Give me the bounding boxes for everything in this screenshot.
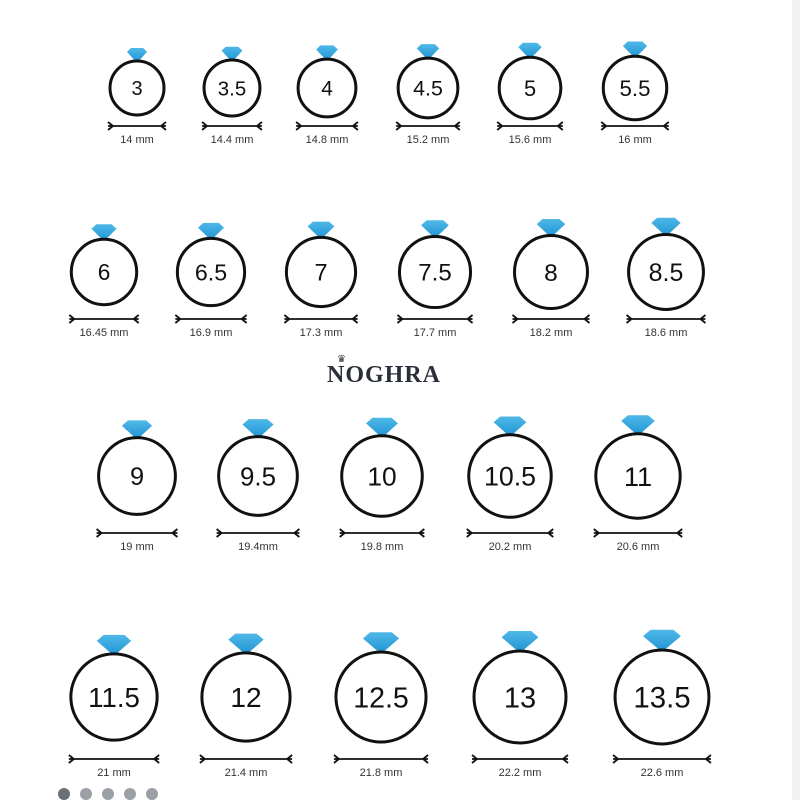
ring-size-label: 9.5: [240, 463, 276, 492]
diameter-label: 22.6 mm: [640, 767, 684, 779]
ring-size-label: 10: [367, 461, 397, 492]
diameter-label: 21.8 mm: [359, 767, 403, 779]
diameter-label: 15.6 mm: [508, 134, 552, 146]
ring-item: [513, 219, 590, 339]
diameter-arrow: [200, 755, 292, 763]
diameter-label: 15.2 mm: [406, 134, 450, 146]
diameter-label: 14.4 mm: [210, 134, 254, 146]
carousel-dot[interactable]: [80, 788, 92, 800]
diameter-arrow: [334, 755, 428, 763]
diameter-arrow: [217, 529, 300, 537]
ring-item: [69, 635, 159, 779]
ring-item: [472, 631, 568, 779]
ring-item: [284, 222, 357, 339]
diameter-label: 21 mm: [97, 767, 131, 779]
diameter-arrow: [497, 122, 563, 130]
ring-size-label: 4: [321, 77, 333, 101]
ring-size-label: 11: [623, 460, 653, 492]
ring-size-label: 8: [544, 259, 558, 287]
ring-size-label: 12: [230, 682, 262, 714]
scrollbar[interactable]: [792, 0, 800, 800]
ring-item: [627, 218, 706, 339]
diameter-label: 20.6 mm: [616, 541, 660, 553]
crown-icon: ♛: [337, 354, 346, 365]
diameter-arrow: [613, 755, 711, 763]
ring-size-label: 10.5: [483, 461, 537, 492]
diameter-label: 16 mm: [618, 134, 652, 146]
diameter-arrow: [340, 529, 425, 537]
diameter-arrow: [284, 315, 357, 323]
diameter-label: 19.8 mm: [360, 541, 404, 553]
diameter-arrow: [202, 122, 262, 130]
diameter-label: 14.8 mm: [305, 134, 349, 146]
diameter-label: 22.2 mm: [498, 767, 542, 779]
ring-item: [497, 43, 563, 146]
diameter-arrow: [601, 122, 669, 130]
ring-item: [467, 417, 554, 554]
diameter-arrow: [69, 755, 159, 763]
diameter-arrow: [627, 315, 706, 323]
brand-logo: NOGHRA: [327, 362, 441, 388]
ring-size-label: 6.5: [194, 259, 228, 286]
carousel-dot[interactable]: [146, 788, 158, 800]
diameter-arrow: [69, 315, 138, 323]
diameter-label: 17.7 mm: [413, 327, 457, 339]
ring-item: [334, 632, 428, 779]
diameter-label: 21.4 mm: [224, 767, 268, 779]
ring-size-label: 5.5: [619, 76, 651, 102]
diameter-arrow: [108, 122, 166, 130]
ring-item: [217, 419, 300, 553]
ring-size-label: 13: [503, 682, 537, 715]
diameter-label: 16.9 mm: [189, 327, 233, 339]
ring-item: [202, 47, 262, 146]
ring-item: [397, 220, 472, 339]
diameter-arrow: [397, 315, 472, 323]
carousel-dot[interactable]: [102, 788, 114, 800]
ring-item: [601, 42, 669, 147]
diameter-label: 16.45 mm: [79, 327, 129, 339]
ring-item: [594, 415, 682, 553]
diameter-arrow: [396, 122, 460, 130]
diameter-label: 20.2 mm: [488, 541, 532, 553]
diameter-arrow: [97, 529, 178, 537]
diameter-label: 17.3 mm: [299, 327, 343, 339]
ring-size-label: 9: [129, 463, 145, 492]
ring-size-label: 3: [131, 78, 143, 101]
diameter-arrow: [594, 529, 682, 537]
diameter-arrow: [467, 529, 554, 537]
ring-item: [340, 418, 425, 553]
ring-size-label: 6: [97, 259, 111, 286]
carousel-dot[interactable]: [58, 788, 70, 800]
diameter-arrow: [472, 755, 568, 763]
ring-size-label: 7: [314, 260, 328, 287]
ring-size-label: 7.5: [418, 259, 452, 287]
diameter-arrow: [513, 315, 590, 323]
ring-item: [97, 420, 178, 553]
ring-item: [200, 634, 292, 779]
ring-item: [108, 48, 166, 146]
carousel-dots: [58, 788, 158, 800]
ring-size-label: 11.5: [88, 681, 140, 713]
diameter-label: 18.2 mm: [529, 327, 573, 339]
ring-size-label: 4.5: [413, 76, 443, 101]
diameter-label: 19.4mm: [238, 541, 278, 553]
ring-size-label: 5: [523, 75, 537, 101]
ring-size-label: 3.5: [217, 77, 247, 101]
ring-item: [296, 45, 358, 146]
ring-item: [69, 224, 138, 339]
ring-size-label: 12.5: [353, 682, 409, 715]
ring-size-label: 8.5: [648, 258, 684, 287]
diameter-label: 14 mm: [120, 134, 154, 146]
diameter-label: 19 mm: [120, 541, 154, 553]
diameter-label: 18.6 mm: [644, 327, 688, 339]
ring-size-label: 13.5: [633, 681, 691, 715]
diameter-arrow: [296, 122, 358, 130]
diameter-arrow: [175, 315, 246, 323]
carousel-dot[interactable]: [124, 788, 136, 800]
ring-item: [613, 630, 711, 779]
ring-item: [175, 223, 246, 339]
ring-item: [396, 44, 460, 146]
